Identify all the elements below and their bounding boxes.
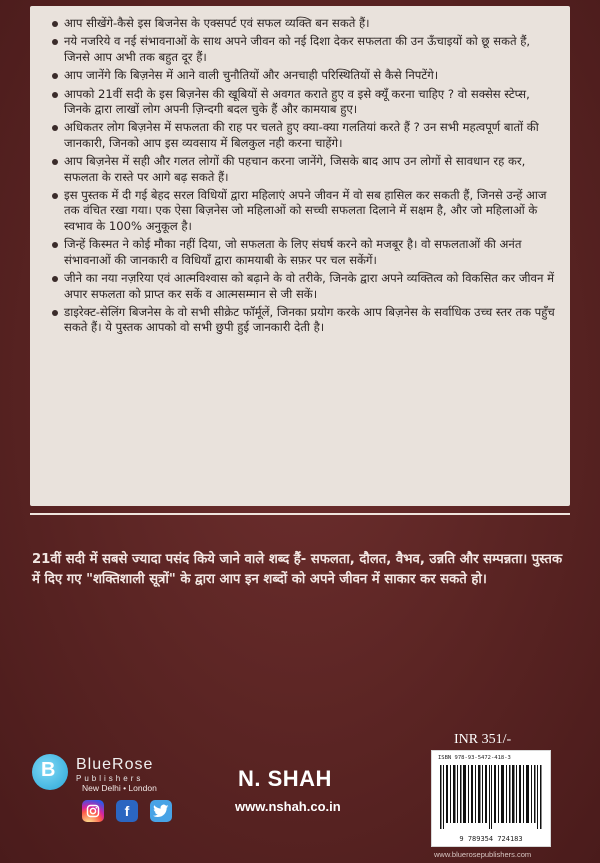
author-website: www.nshah.co.in xyxy=(235,799,341,814)
list-item-text: जिन्हें किस्मत ने कोई मौका नहीं दिया, जो सफलता के लिए संघर्ष करने को मजबूर है। वो सफलताओं की अनंत संभावनाओं की जानकारी व विधियाँ द्वारा कामयाबी के सफ़र पर चल सकेंगें। xyxy=(64,237,522,267)
isbn-text: ISBN 978-93-5472-418-3 xyxy=(438,755,511,761)
divider xyxy=(30,513,570,515)
list-item xyxy=(52,120,556,151)
instagram-icon[interactable] xyxy=(82,800,104,822)
bullet-icon xyxy=(52,159,58,165)
list-item-text: आपको 21वीं सदी के इस बिज़नेस की खूबियों से अवगत कराते हुए व इसे क्यूँ करना चाहिए ? वो सक्सेस स्टेप्स, जिनके द्वारा लाखों लोग अपनी ज़िन्दगी बदल चुके हैं और कामयाब हुए। xyxy=(64,86,530,117)
list-item xyxy=(52,68,556,83)
list-item-text: नये नजरिये व नई संभावनाओं के साथ अपने जीवन को नई दिशा देकर सफलता की उन ऊँचाइयों को छू सकते हैं, जिनसे आप अभी तक बहुत दूर हैं। xyxy=(64,34,531,64)
author-name: N. SHAH xyxy=(238,766,332,791)
price-label: INR 351/- xyxy=(454,732,512,747)
barcode-icon xyxy=(440,765,542,829)
bullet-icon xyxy=(52,276,58,282)
list-item-text: अधिकतर लोग बिज़नेस में सफलता की राह पर चलते हुए क्या-क्या गलतियां करते हैं ? उन सभी महत्वपूर्ण बातों की जानकारी, जिनको आप इस व्यवसाय में बिलकुल नही करना चाहेंगे। xyxy=(64,120,539,150)
list-item-text: इस पुस्तक में दी गई बेहद सरल विधियों द्वारा महिलाएं अपने जीवन में वो सब हासिल कर सकती हैं, जिनसे उन्हें आज तक वंचित रखा गया। एक ऐसा बिज़नेस जो महिलाओं को सच्ची सफलता दिलाने में सक्षम है, और जो महिलाओं के स्वभाव के 100% अनुकूल है। xyxy=(64,188,547,233)
bullet-icon xyxy=(52,242,58,248)
barcode xyxy=(431,750,551,847)
facebook-icon[interactable]: f xyxy=(116,800,138,822)
bullet-icon xyxy=(52,21,58,27)
list-item xyxy=(52,188,556,234)
barcode-number: 9 789354 724183 xyxy=(459,835,523,843)
list-item-text: आप जानेंगे कि बिज़नेस में आने वाली चुनौतियों और अनचाही परिस्थितियों से कैसे निपटेंगे। xyxy=(64,68,439,83)
list-item-text: आप बिज़नेस में सही और गलत लोगों की पहचान करना जानेंगे, जिसके बाद आप उन लोगों से सावधान रह कर, सफलता के रास्ते पर आगे बढ़ सकते हैं। xyxy=(64,154,526,184)
bluerose-logo-icon xyxy=(32,754,68,790)
list-item xyxy=(52,271,556,302)
list-item-text: आप सीखेंगे-कैसे इस बिजनेस के एक्सपर्ट एवं सफल व्यक्ति बन सकते हैं। xyxy=(64,16,370,30)
list-item xyxy=(52,87,556,118)
publisher-location: New Delhi • London xyxy=(82,783,157,793)
publisher-name: BlueRose xyxy=(76,756,154,773)
logo-letter: B xyxy=(41,759,56,781)
tagline: 21वीं सदी में सबसे ज्यादा पसंद किये जाने वाले शब्द हैं- सफलता, दौलत, वैभव, उन्नति और सम्पन्नता। पुस्तक में दिए गए "शक्तिशाली सूत्रों" के द्वारा आप इन शब्दों को अपने जीवन में साकार कर सकते हो। xyxy=(32,552,563,587)
feature-list xyxy=(30,6,570,336)
bullet-icon xyxy=(52,39,58,45)
list-item-text: डाइरेक्ट-सेलिंग बिजनेस के वो सभी सीक्रेट फॉर्मूलें, जिनका प्रयोग करके आप बिज़नेस के सर्वाधिक उच्च स्तर तक पहुँच सकते हैं। ये पुस्तक आपको वो सभी छुपी हुई जानकारी देती है। xyxy=(64,304,555,335)
bullet-icon xyxy=(52,73,58,79)
bullet-icon xyxy=(52,92,58,98)
list-item-text: जीने का नया नज़रिया एवं आत्मविश्वास को बढ़ाने के वो तरीके, जिनके द्वारा अपने व्यक्तित्व को विकसित कर जीवन में अपार सफलता को प्राप्त कर सकें व आत्मसम्मान से जी सकें। xyxy=(64,271,555,301)
twitter-icon[interactable] xyxy=(150,800,172,822)
bullet-icon xyxy=(52,125,58,131)
bullet-icon xyxy=(52,310,58,316)
list-item xyxy=(52,237,556,268)
publisher-sub: Publishers xyxy=(76,774,144,783)
list-item xyxy=(52,154,556,185)
bullet-icon xyxy=(52,193,58,199)
list-item xyxy=(52,16,556,31)
description-panel xyxy=(30,6,570,506)
list-item xyxy=(52,34,556,65)
publisher-url[interactable]: www.bluerosepublishers.com xyxy=(434,850,532,859)
list-item xyxy=(52,305,556,336)
